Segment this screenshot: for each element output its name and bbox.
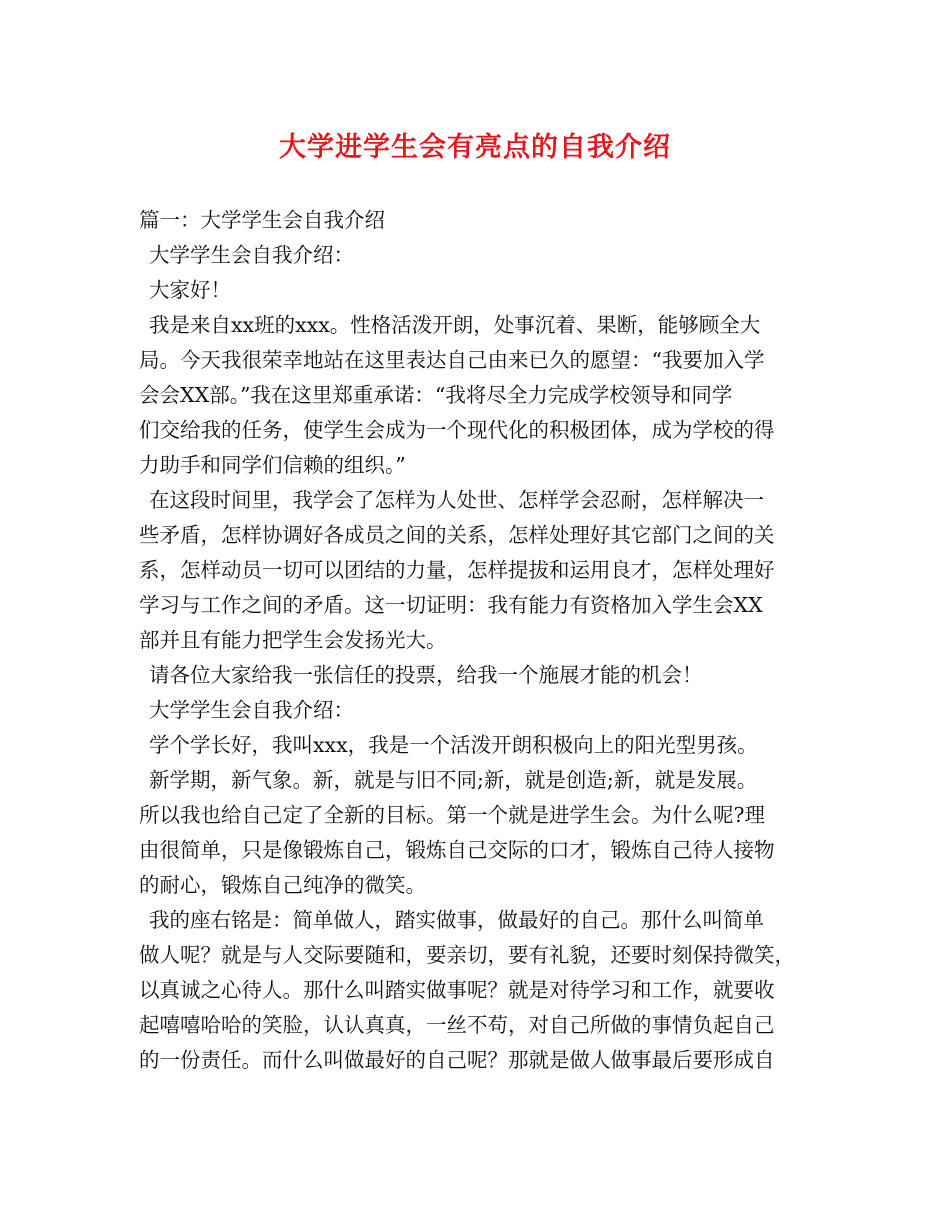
paragraph-line: 请各位大家给我一张信任的投票，给我一个施展才能的机会！ [149,663,703,687]
paragraph-line: 的一份责任。而什么叫做最好的自己呢？那就是做人做事最后要形成自 [139,1048,775,1072]
paragraph-line: 大学学生会自我介绍： [149,698,354,722]
document-title: 大学进学生会有亮点的自我介绍 [279,132,671,163]
paragraph-line: 起嘻嘻哈哈的笑脸，认认真真，一丝不苟，对自己所做的事情负起自己 [139,1013,775,1037]
paragraph-line: 我是来自xx班的xxx。性格活泼开朗，处事沉着、果断，能够顾全大 [149,313,761,337]
paragraph-line: 新学期，新气象。新，就是与旧不同;新，就是创造;新，就是发展。 [149,768,758,792]
paragraph-line: 在这段时间里，我学会了怎样为人处世、怎样学会忍耐，怎样解决一 [149,488,764,512]
paragraph-line: 系，怎样动员一切可以团结的力量，怎样提拔和运用良才，怎样处理好 [139,558,775,582]
paragraph-line: 会会XX部。”我在这里郑重承诺：“我将尽全力完成学校领导和同学 [139,383,733,407]
paragraph-line: 由很简单，只是像锻炼自己，锻炼自己交际的口才，锻炼自己待人接物 [139,838,775,862]
paragraph-line: 以真诚之心待人。那什么叫踏实做事呢？就是对待学习和工作，就要收 [139,978,775,1002]
paragraph-line: 局。今天我很荣幸地站在这里表达自己由来已久的愿望：“我要加入学 [139,348,765,372]
paragraph-line: 所以我也给自己定了全新的目标。第一个就是进学生会。为什么呢?理 [139,803,765,827]
paragraph-line: 的耐心，锻炼自己纯净的微笑。 [139,873,426,897]
paragraph-line: 部并且有能力把学生会发扬光大。 [139,628,447,652]
paragraph-line: 我的座右铭是：简单做人，踏实做事，做最好的自己。那什么叫简单 [149,908,764,932]
paragraph-line: 学个学长好，我叫xxx，我是一个活泼开朗积极向上的阳光型男孩。 [149,733,758,757]
paragraph-line: 力助手和同学们信赖的组织。” [139,453,406,477]
paragraph-line: 学习与工作之间的矛盾。这一切证明：我有能力有资格加入学生会XX [139,593,763,617]
paragraph-line: 大学学生会自我介绍： [149,243,354,267]
section-heading: 篇一：大学学生会自我介绍 [139,208,385,232]
document-body [139,203,819,1078]
paragraph-line: 们交给我的任务，使学生会成为一个现代化的积极团体，成为学校的得 [139,418,775,442]
paragraph-line: 做人呢？就是与人交际要随和，要亲切，要有礼貌，还要时刻保持微笑， [139,943,795,967]
paragraph-line: 大家好！ [149,278,231,302]
paragraph-line: 些矛盾，怎样协调好各成员之间的关系，怎样处理好其它部门之间的关 [139,523,775,547]
